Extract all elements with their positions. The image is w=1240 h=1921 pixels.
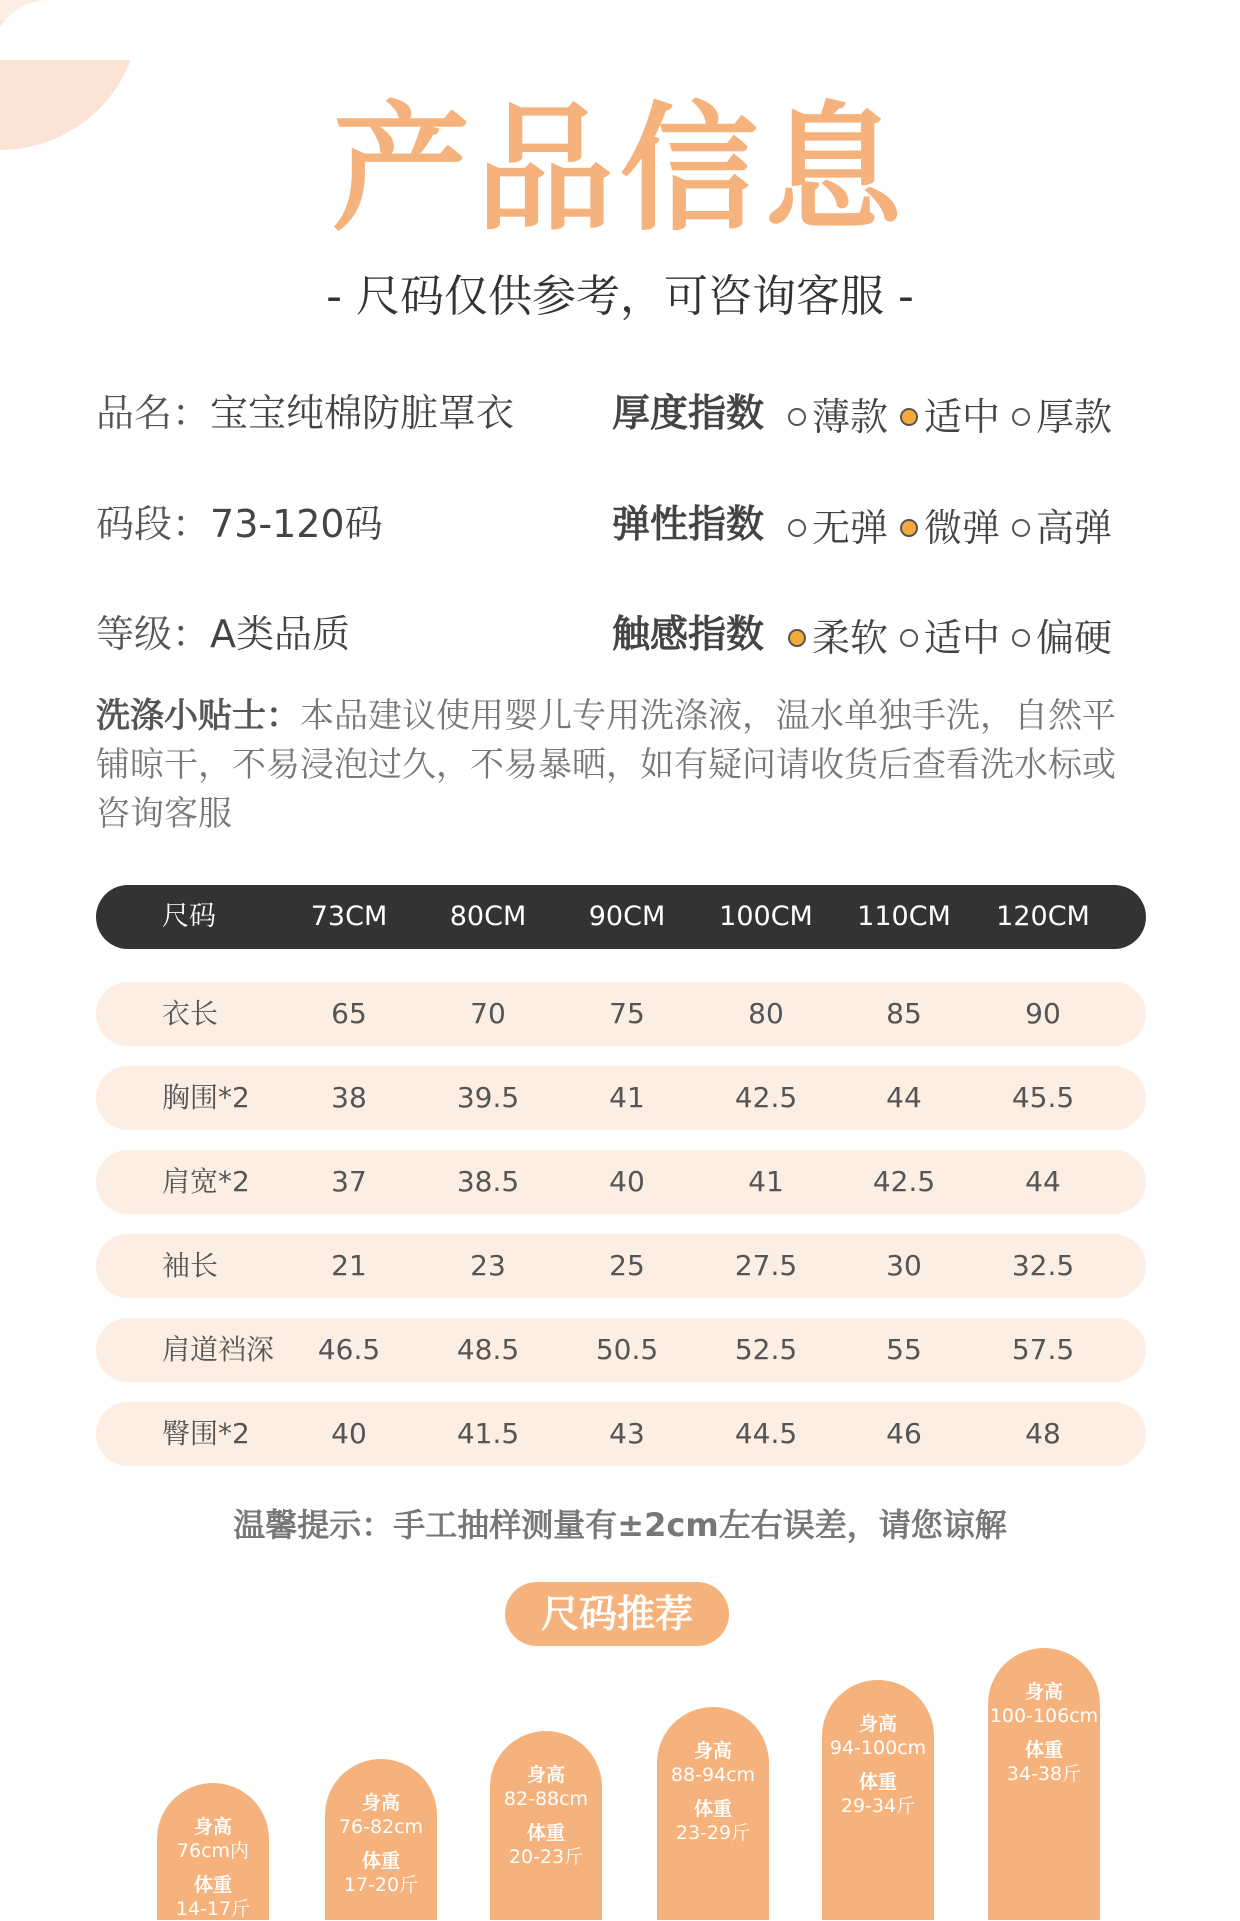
product-size-range [96,500,383,548]
table-cell: 46 [886,1417,922,1450]
height-value: 94-100cm [829,1737,927,1759]
table-cell: 37 [331,1165,367,1198]
product-name [96,389,514,437]
rating-option: 适中 [900,614,1000,662]
table-cell: 100CM [719,901,813,932]
grade-value: A类品质 [210,612,351,656]
table-row [96,1150,1146,1214]
weight-value: 23-29斤 [675,1822,751,1844]
row-label: 臀围*2 [162,1417,250,1450]
table-cell: 39.5 [456,1081,520,1114]
rating-option: 无弹 [788,504,888,552]
table-row [96,982,1146,1046]
radio-dot-selected-icon [900,519,918,537]
table-cell: 70 [470,997,506,1030]
height-value: 88-94cm [670,1764,756,1786]
radio-dot-icon [788,519,806,537]
weight-label: 体重 [693,1798,732,1820]
table-cell: 50.5 [595,1333,659,1366]
weight-label: 体重 [526,1822,565,1844]
table-cell: 41.5 [456,1417,520,1450]
table-cell: 42.5 [734,1081,798,1114]
page-subtitle: - 尺码仅供参考，可咨询客服 - [326,271,914,322]
product-grade [96,610,350,658]
table-row [96,1234,1146,1298]
table-header [96,885,1146,949]
table-row [96,1066,1146,1130]
table-cell: 52.5 [734,1333,798,1366]
table-cell: 42.5 [872,1165,936,1198]
size-range-value: 73-120码 [210,502,383,546]
row-label: 肩道裆深 [162,1333,275,1366]
product-name-value: 宝宝纯棉防脏罩衣 [210,391,515,435]
rating-option: 柔软 [788,614,888,662]
table-cell: 41 [609,1081,645,1114]
rating-option: 适中 [900,393,1000,441]
weight-label: 体重 [361,1850,400,1872]
radio-dot-icon [788,408,806,426]
table-row [96,1318,1146,1382]
measurement-note: 温馨提示：手工抽样测量有±2cm左右误差，请您谅解 [233,1506,1007,1544]
table-cell: 57.5 [1011,1333,1075,1366]
radio-dot-icon [900,629,918,647]
size-recommend-title: 尺码推荐 [505,1582,729,1646]
rating-option: 厚款 [1012,393,1112,441]
row-label: 胸围*2 [162,1081,250,1114]
weight-value: 17-20斤 [343,1874,419,1896]
height-label: 身高 [193,1816,232,1838]
table-cell: 32.5 [1011,1249,1075,1282]
table-cell: 38.5 [456,1165,520,1198]
table-cell: 27.5 [734,1249,798,1282]
radio-dot-icon [1012,519,1030,537]
size-recommend-bar [822,1680,934,1920]
weight-label: 体重 [193,1874,232,1896]
table-cell: 90 [1025,997,1061,1030]
rating-thickness [612,389,1124,441]
row-label: 袖长 [162,1249,219,1282]
size-range-label: 码段： [96,502,211,546]
radio-dot-icon [1012,629,1030,647]
rating-option: 微弹 [900,504,1000,552]
size-recommend-bar [325,1759,437,1920]
table-cell: 40 [331,1417,367,1450]
product-name-label: 品名： [96,391,211,435]
wash-tips-label: 洗涤小贴士： [96,696,300,736]
table-row [96,1402,1146,1466]
height-value: 76cm内 [176,1840,250,1862]
table-cell: 21 [331,1249,367,1282]
table-cell: 44 [1025,1165,1061,1198]
top-decoration-mask [0,0,1240,60]
height-value: 100-106cm [989,1705,1099,1727]
table-cell: 55 [886,1333,922,1366]
page-title: 产品信息 [331,89,908,250]
table-cell: 80CM [449,901,527,932]
radio-dot-selected-icon [788,629,806,647]
table-cell: 120CM [996,901,1090,932]
table-cell: 48.5 [456,1333,520,1366]
table-cell: 110CM [857,901,951,932]
table-cell: 25 [609,1249,645,1282]
height-value: 76-82cm [338,1816,424,1838]
table-cell: 44 [886,1081,922,1114]
weight-value: 34-38斤 [1006,1763,1082,1785]
wash-tips-text: 本品建议使用婴儿专用洗涤液，温水单独手洗，自然平铺晾干，不易浸泡过久，不易暴晒，如有疑问请收货后查看洗水标或咨询客服 [96,696,1116,834]
table-cell: 65 [331,997,367,1030]
size-recommend-bar [657,1707,769,1920]
rating-option: 偏硬 [1012,614,1112,662]
size-recommend-bar [988,1648,1100,1920]
table-cell: 38 [331,1081,367,1114]
table-cell: 48 [1025,1417,1061,1450]
table-cell: 41 [748,1165,784,1198]
weight-value: 20-23斤 [508,1846,584,1868]
table-cell: 23 [470,1249,506,1282]
row-label: 肩宽*2 [162,1165,250,1198]
radio-dot-selected-icon [900,408,918,426]
table-cell: 90CM [588,901,666,932]
weight-label: 体重 [858,1771,897,1793]
table-cell: 30 [886,1249,922,1282]
height-label: 身高 [1024,1681,1063,1703]
grade-label: 等级： [96,612,211,656]
table-cell: 45.5 [1011,1081,1075,1114]
rating-label: 触感指数 [612,612,765,656]
table-cell: 40 [609,1165,645,1198]
rating-elasticity [612,500,1124,552]
height-label: 身高 [858,1713,897,1735]
height-label: 身高 [361,1792,400,1814]
wash-tips [96,692,1126,839]
size-recommend-bar [157,1783,269,1920]
table-cell: 85 [886,997,922,1030]
weight-value: 29-34斤 [840,1795,916,1817]
rating-option: 薄款 [788,393,888,441]
rating-touch [612,610,1124,662]
height-value: 82-88cm [503,1788,589,1810]
height-label: 身高 [526,1764,565,1786]
rating-label: 弹性指数 [612,502,765,546]
row-label: 衣长 [162,997,219,1030]
row-label: 尺码 [162,901,216,932]
size-recommend-bar [490,1731,602,1920]
height-label: 身高 [693,1740,732,1762]
weight-label: 体重 [1024,1739,1063,1761]
table-cell: 43 [609,1417,645,1450]
table-cell: 80 [748,997,784,1030]
rating-option: 高弹 [1012,504,1112,552]
weight-value: 14-17斤 [175,1898,251,1920]
radio-dot-icon [1012,408,1030,426]
rating-label: 厚度指数 [612,391,765,435]
table-cell: 75 [609,997,645,1030]
table-cell: 46.5 [317,1333,381,1366]
table-cell: 44.5 [734,1417,798,1450]
table-cell: 73CM [310,901,388,932]
